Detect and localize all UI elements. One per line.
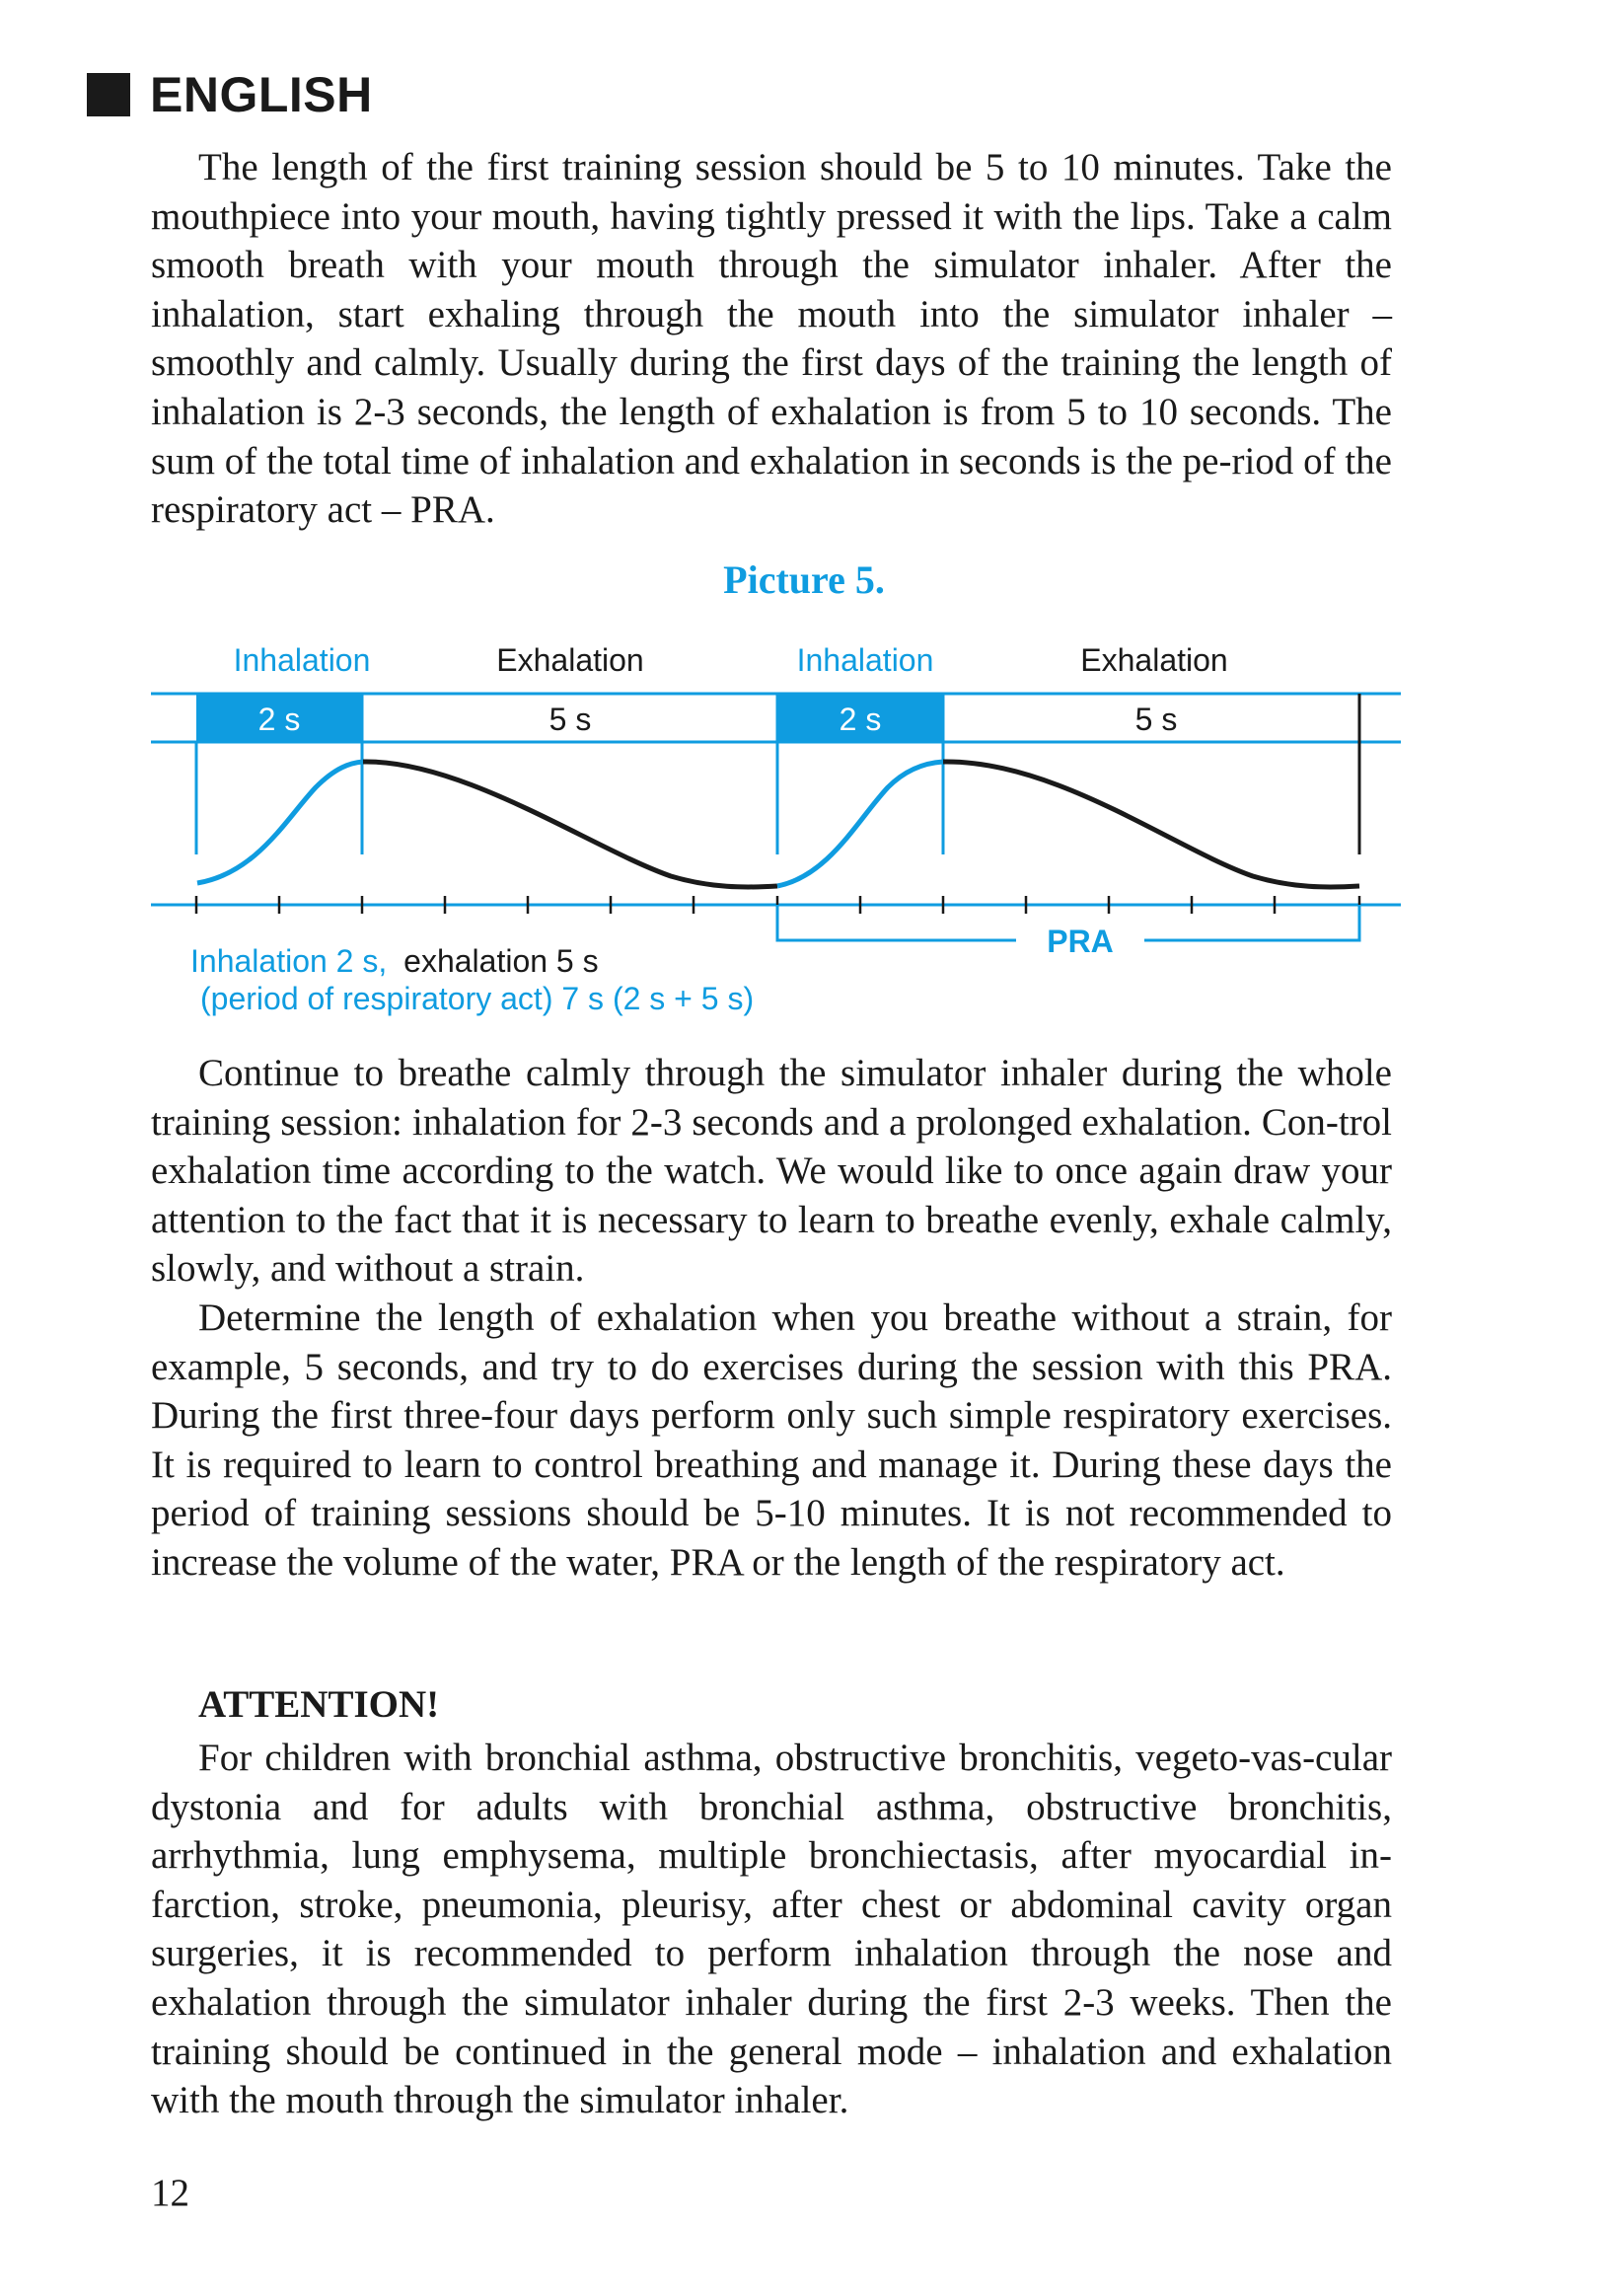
figure-title: Picture 5. xyxy=(723,557,885,602)
duration-exhalation-2: 5 s xyxy=(1134,702,1178,737)
pra-bracket-left xyxy=(777,905,1016,940)
phase-label-inhalation-2: Inhalation xyxy=(796,642,934,678)
figure-caption-line-2: (period of respiratory act) 7 s (2 s + 5 s) xyxy=(200,981,755,1016)
caption-exhalation: exhalation 5 s xyxy=(403,943,599,979)
phase-label-exhalation-1: Exhalation xyxy=(496,642,644,678)
duration-inhalation-1: 2 s xyxy=(257,702,301,737)
page-number: 12 xyxy=(151,2172,189,2214)
paragraph-continue-breathing: Continue to breathe calmly through the simulator inhaler during the whole training session: inhalation for 2-3 seconds and a prolonged exhalation. Con-trol exhalation time according to the watch. We would like to once again draw your attention to the fact that it is necessary to learn to breathe evenly, exhale calmly, slowly, and without a strain. xyxy=(151,1052,1392,1291)
section-marker-square xyxy=(87,73,130,116)
curve-inhalation-2 xyxy=(777,762,943,886)
duration-exhalation-1: 5 s xyxy=(548,702,592,737)
phase-label-inhalation-1: Inhalation xyxy=(233,642,371,678)
curve-inhalation-1 xyxy=(197,762,363,883)
attention-heading: ATTENTION! xyxy=(198,1683,440,1726)
pra-bracket-right xyxy=(1144,905,1359,940)
phase-label-exhalation-2: Exhalation xyxy=(1080,642,1228,678)
breathing-diagram xyxy=(0,622,1608,1036)
duration-inhalation-2: 2 s xyxy=(839,702,882,737)
paragraph-attention-body: For children with bronchial asthma, obstructive bronchitis, vegeto-vas-cular dystonia and for adults with bronchial asthma, obstructive bronchitis, arrhythmia, lung emphysema, multiple bronchiectasis, after myocardial in-farction, stroke, pneumonia, pleurisy, after chest or abdominal cavity organ surgeries, it is recommended to perform inhalation through the nose and exhalation through the simulator inhaler during the first 2-3 weeks. Then the training should be continued in the general mode – inhalation and exhalation with the mouth through the simulator inhaler. xyxy=(151,1737,1392,2122)
caption-inhalation: Inhalation 2 s, xyxy=(190,943,388,979)
paragraph-determine-length: Determine the length of exhalation when you breathe without a strain, for example, 5 seconds, and try to do exercises during the session with this PRA. During the first three-four days perform only such simple respiratory exercises. It is required to learn to control breathing and manage it. During these days the period of training sessions should be 5-10 minutes. It is not recommended to increase the volume of the water, PRA or the length of the respiratory act. xyxy=(151,1296,1392,1584)
paragraph-session-length: The length of the first training session should be 5 to 10 minutes. Take the mouthpiece into your mouth, having tightly pressed it with the lips. Take a calm smooth breath with your mouth through the simulator inhaler. After the inhalation, start exhaling through the mouth into the simulator inhaler – smoothly and calmly. Usually during the first days of the training the length of inhalation is 2-3 seconds, the length of exhalation is from 5 to 10 seconds. The sum of the total time of inhalation and exhalation in seconds is the pe-riod of the respiratory act – PRA. xyxy=(151,146,1392,532)
figure-caption-line-1 xyxy=(190,943,599,979)
pra-label: PRA xyxy=(1047,924,1114,959)
section-header xyxy=(87,65,373,124)
curve-exhalation-2 xyxy=(943,762,1359,887)
curve-exhalation-1 xyxy=(363,762,777,887)
section-title: ENGLISH xyxy=(150,67,373,122)
